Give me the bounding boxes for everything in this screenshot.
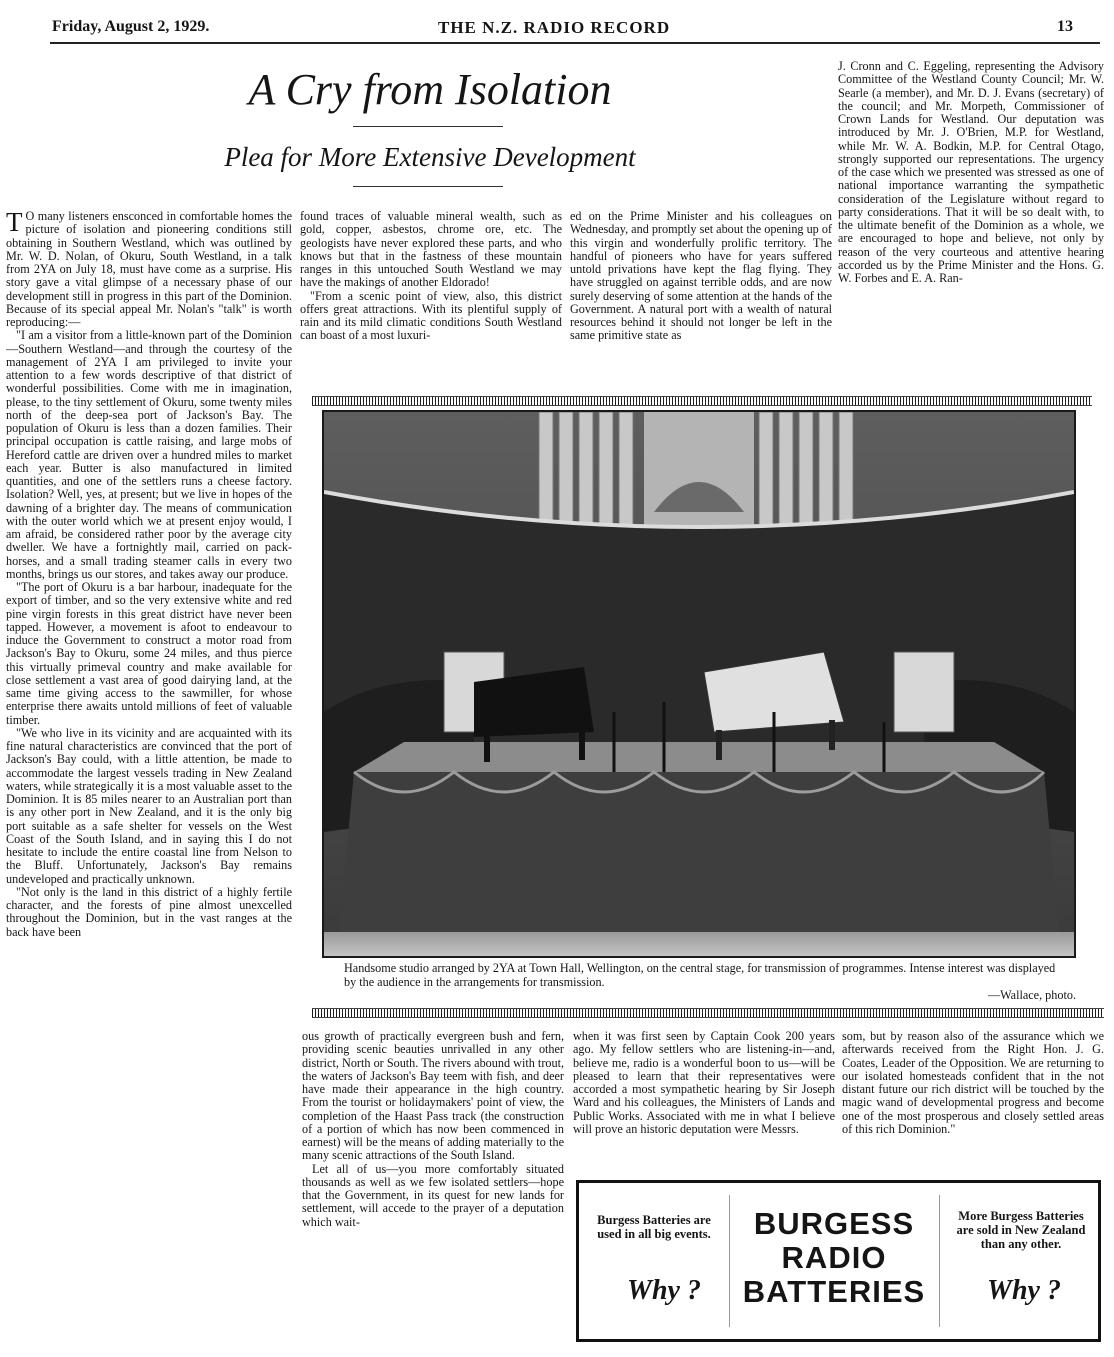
photo-credit: —Wallace, photo. xyxy=(987,988,1076,1002)
ad-brand-line: BURGESS xyxy=(753,1206,915,1241)
article-paragraph: "The port of Okuru is a bar harbour, inadequate for the export of timber, and so the very extensive white and red pine virgin forests in this great district have never been tapped. However, a movement is afoot to endeavour to induce the Government to construct a motor road from Jackson's Bay to Okuru, some 24 miles, and thus pierce this virtually primeval country and make available for close settlement a vast area of good dairying land, at the same time giving access to the sawmiller, for whose enterprise there awaits untold millions of feet of valuable timber. xyxy=(6,580,292,727)
article-subtitle: Plea for More Extensive Development xyxy=(224,142,636,172)
title-rule xyxy=(353,126,503,127)
ad-right-text: More Burgess Batteries are sold in New Zealand than any other. xyxy=(956,1209,1086,1251)
article-column-4-bottom xyxy=(842,1030,1104,1164)
ad-right-why: Why ? xyxy=(987,1275,1061,1306)
article-paragraph: found traces of valuable mineral wealth, such as gold, copper, asbestos, chrome ore, etc. The geologists have never explored these parts, and who knows but that in the fastness of these mountain ranges in this untouched South Westland we may have the makings of another Eldorado! xyxy=(300,210,562,290)
ad-separator-right xyxy=(939,1195,940,1327)
article-paragraph: J. Cronn and C. Eggeling, representing the Advisory Committee of the Westland County Council; Mr. W. Searle (a member), and Mr. D. J. Evans (secretary) of the council; and Mr. Morpeth, Commissioner of Crown Lands for Westland. Our deputation was introduced by Mr. J. O'Brien, M.P. for Westland, while Mr. W. A. Bodkin, M.P. for Central Otago, strongly supported our representations. The urgency of the case which we presented was stressed as one of national importance warranting the sympathetic consideration of the Legislature without regard to party considerations. That it will be so dealt with, to the ultimate benefit of the Dominion as a whole, we are encouraged to hope and believe, not only by reason of the very courteous and attentive hearing accorded us by the Prime Minister and the Hons. G. W. Forbes and E. A. Ran- xyxy=(838,60,1104,285)
ad-brand-line: BATTERIES xyxy=(742,1274,926,1309)
ad-brand-line: RADIO xyxy=(781,1240,887,1275)
article-paragraph: Let all of us—you more comfortably situated thousands as well as we few isolated settlers—hope that the Government, in its quest for new lands for settlement, will accede to the prayer of a deputation which wait- xyxy=(302,1161,564,1229)
header-publication: THE N.Z. RADIO RECORD xyxy=(438,18,671,37)
article-title: A Cry from Isolation xyxy=(248,65,612,114)
studio-photo xyxy=(322,410,1076,958)
article-column-3-top xyxy=(570,210,832,388)
article-paragraph: when it was first seen by Captain Cook 200 years ago. My fellow settlers who are listening-in—and, believe me, radio is a wonderful boon to us—will be pleased to learn that their representatives were accorded a most sympathetic hearing by Sir Joseph Ward and his colleagues, the Ministers of Lands and Public Works. Associated with me in what I believe will prove an historic deputation were Messrs. xyxy=(573,1030,835,1136)
article-column-2-top xyxy=(300,210,562,388)
ad-left-text: Burgess Batteries are used in all big events. xyxy=(597,1213,711,1241)
article-paragraph: ous growth of practically evergreen bush and fern, providing scenic beauties unrivalled in any other district, North or South. The rivers abound with trout, the waters of Jackson's Bay teem with fish, and deer have made their appearance in the high country. From the tourist or holidaymakers' point of view, the completion of the Haast Pass track (the construction of a portion of which has now been commenced in earnest) will be the means of adding materially to the many scenic attractions of the South Island. xyxy=(302,1030,564,1163)
ad-separator-left xyxy=(729,1195,730,1327)
ad-left-why: Why ? xyxy=(627,1275,701,1306)
header-date: Friday, August 2, 1929. xyxy=(52,18,210,35)
article-column-1 xyxy=(6,210,292,1350)
article-paragraph: T O many listeners ensconced in comfortable homes the picture of isolation and pioneering conditions still obtaining in Southern Westland, which was outlined by Mr. W. D. Nolan, of Okuru, South Westland, in a talk from 2YA on July 18, must have come as a surprise. His story gave a vital glimpse of a necessary phase of our development still in progress in this part of the Dominion. Because of its special appeal Mr. Nolan's "talk" is worth reproducing:— xyxy=(6,210,292,329)
article-paragraph: "We who live in its vicinity and are acquainted with its fine natural characteristics are convinced that the port of Jackson's Bay could, with a little attention, be made to accommodate the largest vessels trading in New Zealand waters, while strategically it is a most valuable asset to the Dominion. It is 85 miles nearer to an Australian port than is any other port in New Zealand, and it is the only big port suitable as a safe shelter for vessels on the West Coast of the South Island, and in saying this I do not hesitate to include the entire coastal line from Nelson to the Bluff. Unfortunately, Jackson's Bay remains undeveloped and practically unknown. xyxy=(6,725,292,886)
photo-bottom-divider xyxy=(312,1008,1104,1018)
subtitle-rule xyxy=(353,186,503,187)
drop-cap: T xyxy=(6,210,23,237)
photo-top-divider xyxy=(312,396,1092,406)
article-paragraph: ed on the Prime Minister and his colleagues on Wednesday, and promptly set about the opening up of this virgin and wonderfully prolific territory. The handful of pioneers who have for years suffered untold privations have kept the flag flying. They have struggled on against terrible odds, and are now surely deserving of some attention at the hands of the Government. A natural port with a wealth of natural resources behind it should not longer be left in the same primitive state as xyxy=(570,210,832,343)
ad-brand-block xyxy=(734,1207,934,1309)
article-paragraph: som, but by reason also of the assurance which we afterwards received from the Right Hon. J. G. Coates, Leader of the Opposition. We are returning to our isolated homesteads confident that in the not distant future our rich district will be touched by the magic wand of developmental progress and become one of the most prosperous and closely settled areas of this rich Dominion." xyxy=(842,1030,1104,1136)
header-rule xyxy=(50,42,1100,44)
article-paragraph: "Not only is the land in this district of a highly fertile character, and the forests of pine almost unexcelled throughout the Dominion, but in the vast ranges at the back have been xyxy=(6,884,292,939)
article-column-3-bottom xyxy=(573,1030,835,1164)
article-paragraph: "I am a visitor from a little-known part of the Dominion—Southern Westland—and through the courtesy of the management of 2YA I am privileged to invite your attention to a few words descriptive of that district of wonderful possibilities. Come with me in imagination, please, to the tiny settlement of Okuru, some twenty miles north of the deep-sea port of Jackson's Bay. The population of Okuru is less than a dozen families. Their principal occupation is cattle raising, and large mobs of Hereford cattle are driven over a hundred miles to market each year. Butter is also manufactured in limited quantities, and one of the settlers runs a cheese factory. Isolation? Well, yes, at present; but we live in hopes of the dawning of a brighter day. The means of communication with the outer world which we at present enjoy would, I am afraid, be considered rather poor by the average city dweller. We have a fortnightly mail, carried on pack-horses, and a small trading steamer calls in every two months, brings us our stores, and takes away our produce. xyxy=(6,328,292,581)
header-page-number: 13 xyxy=(1057,18,1073,35)
article-column-4-top xyxy=(838,60,1104,388)
studio-photo-illustration xyxy=(324,412,1074,956)
article-paragraph: "From a scenic point of view, also, this district offers great attractions. With its plentiful supply of rain and its mild climatic conditions South Westland can boast of a most luxuri- xyxy=(300,288,562,343)
photo-caption: Handsome studio arranged by 2YA at Town Hall, Wellington, on the central stage, for transmission of programmes. Intense interest was displayed by the audience in the arrangements for transmission. xyxy=(344,961,1056,989)
article-column-2-bottom xyxy=(302,1030,564,1350)
burgess-advertisement xyxy=(576,1180,1101,1342)
